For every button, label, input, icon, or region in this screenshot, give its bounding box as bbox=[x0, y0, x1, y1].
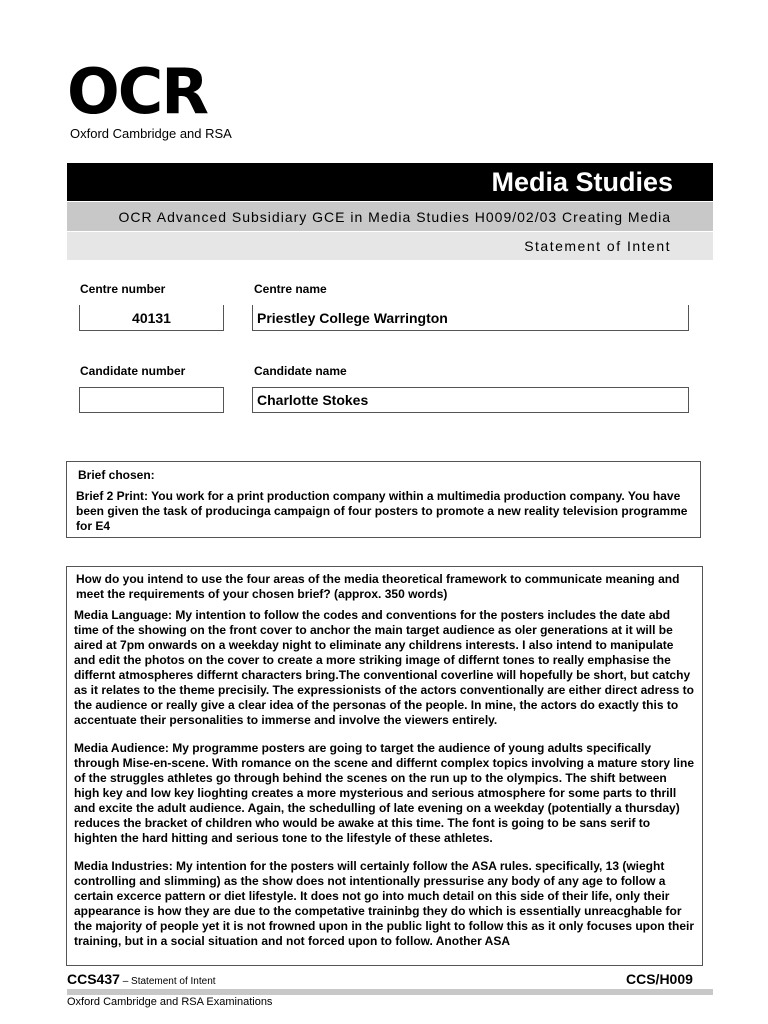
centre-number-field[interactable] bbox=[79, 305, 224, 331]
footer-divider bbox=[67, 989, 713, 995]
qualification-bar bbox=[67, 202, 713, 231]
answer-paragraph-audience: Media Audience: My programme posters are going to target the audience of young adults specifically through Mise-en-scene. With romance on the scene and differnt complex topics involving a mature story line of the struggles athletes go through behind the scenes on the run up to the olympics. The shift between high key and low key lioghting creates a more mysterious and serious atmosphere for some parts to thrill and excite the adult audience. Again, the schedulling of late evening on a weekday (potentially a thursday) reduces the bracket of children who would be awake at this time. The font is going to be sans serif to highten the hard hitting and serious tone to the lifestyle of these athletes. bbox=[74, 741, 695, 845]
brief-chosen-text: Brief 2 Print: You work for a print production company within a multimedia production company. You have been given the task of producinga campaign of four posters to promote a new reality television programme for E4 bbox=[76, 489, 688, 533]
footer-code-suffix: – Statement of Intent bbox=[119, 976, 216, 987]
centre-name-field[interactable] bbox=[252, 305, 689, 331]
centre-name-value: Priestley College Warrington bbox=[257, 309, 448, 326]
page-title: Media Studies bbox=[491, 166, 673, 197]
footer-code bbox=[67, 971, 216, 987]
centre-number-value: 40131 bbox=[132, 309, 171, 326]
candidate-name-value: Charlotte Stokes bbox=[257, 392, 369, 408]
page-title-bar bbox=[67, 163, 713, 201]
footer-organisation: Oxford Cambridge and RSA Examinations bbox=[67, 996, 273, 1008]
footer-right-code: CCS/H009 bbox=[626, 971, 693, 987]
centre-number-label: Centre number bbox=[80, 282, 166, 296]
question-prompt: How do you intend to use the four areas of the media theoretical framework to communicate meaning and meet the requirements of your chosen brief? (approx. 350 words) bbox=[76, 572, 680, 601]
candidate-number-label: Candidate number bbox=[80, 364, 186, 378]
document-type-bar bbox=[67, 232, 713, 260]
document-type: Statement of Intent bbox=[524, 238, 671, 254]
ocr-logo bbox=[67, 55, 232, 141]
candidate-name-label: Candidate name bbox=[254, 364, 347, 378]
qualification-title: OCR Advanced Subsidiary GCE in Media Studies H009/02/03 Creating Media bbox=[118, 208, 671, 225]
brief-chosen-box[interactable] bbox=[66, 461, 701, 538]
answer-paragraph-language: Media Language: My intention to follow the codes and conventions for the posters includes the date abd time of the showing on the front cover to anchor the main target audience as oler generations at it will be aired at 7pm onwards on a weekday night to eliminate any childrens interests. I also intend to manipulate and edit the photos on the cover to create a more striking image of differnt tones to really emphasise the differnt atmospheres differnt characters bring.The conventional coverline will hopefully be short, but catchy as it relates to the theme precisily. The expressionists of the actors conventionally are either direct adress to the audience or really give a clear idea of the personas of the people. In mine, the actors do exactly this to accentuate their personalities to immerse and involve the viewers entirely. bbox=[74, 608, 694, 727]
centre-name-label: Centre name bbox=[254, 282, 327, 296]
statement-answer-box[interactable] bbox=[66, 566, 703, 966]
logo-wordmark: OCR bbox=[67, 55, 207, 128]
candidate-name-field[interactable] bbox=[252, 387, 689, 413]
answer-paragraph-industries: Media Industries: My intention for the posters will certainly follow the ASA rules. specifically, 13 (wieght controlling and slimming) as the show does not intentionally pressurise any body of any age to follow a certain excerce pattern or diet lifestyle. It does not go into much detail on this side of their life, only their appearance is how they are due to the competative traininbg they do which is essentially unreacghable for the majority of people yet it is not frowned upon in the public light to follow this as it only focuses upon their training, but in a social situation and not forced upon to follow. Another ASA bbox=[74, 859, 695, 948]
brief-chosen-label: Brief chosen: bbox=[78, 468, 155, 482]
candidate-number-field[interactable] bbox=[79, 387, 224, 413]
logo-subtitle: Oxford Cambridge and RSA bbox=[70, 126, 232, 141]
footer-code-number: CCS437 bbox=[67, 971, 120, 987]
